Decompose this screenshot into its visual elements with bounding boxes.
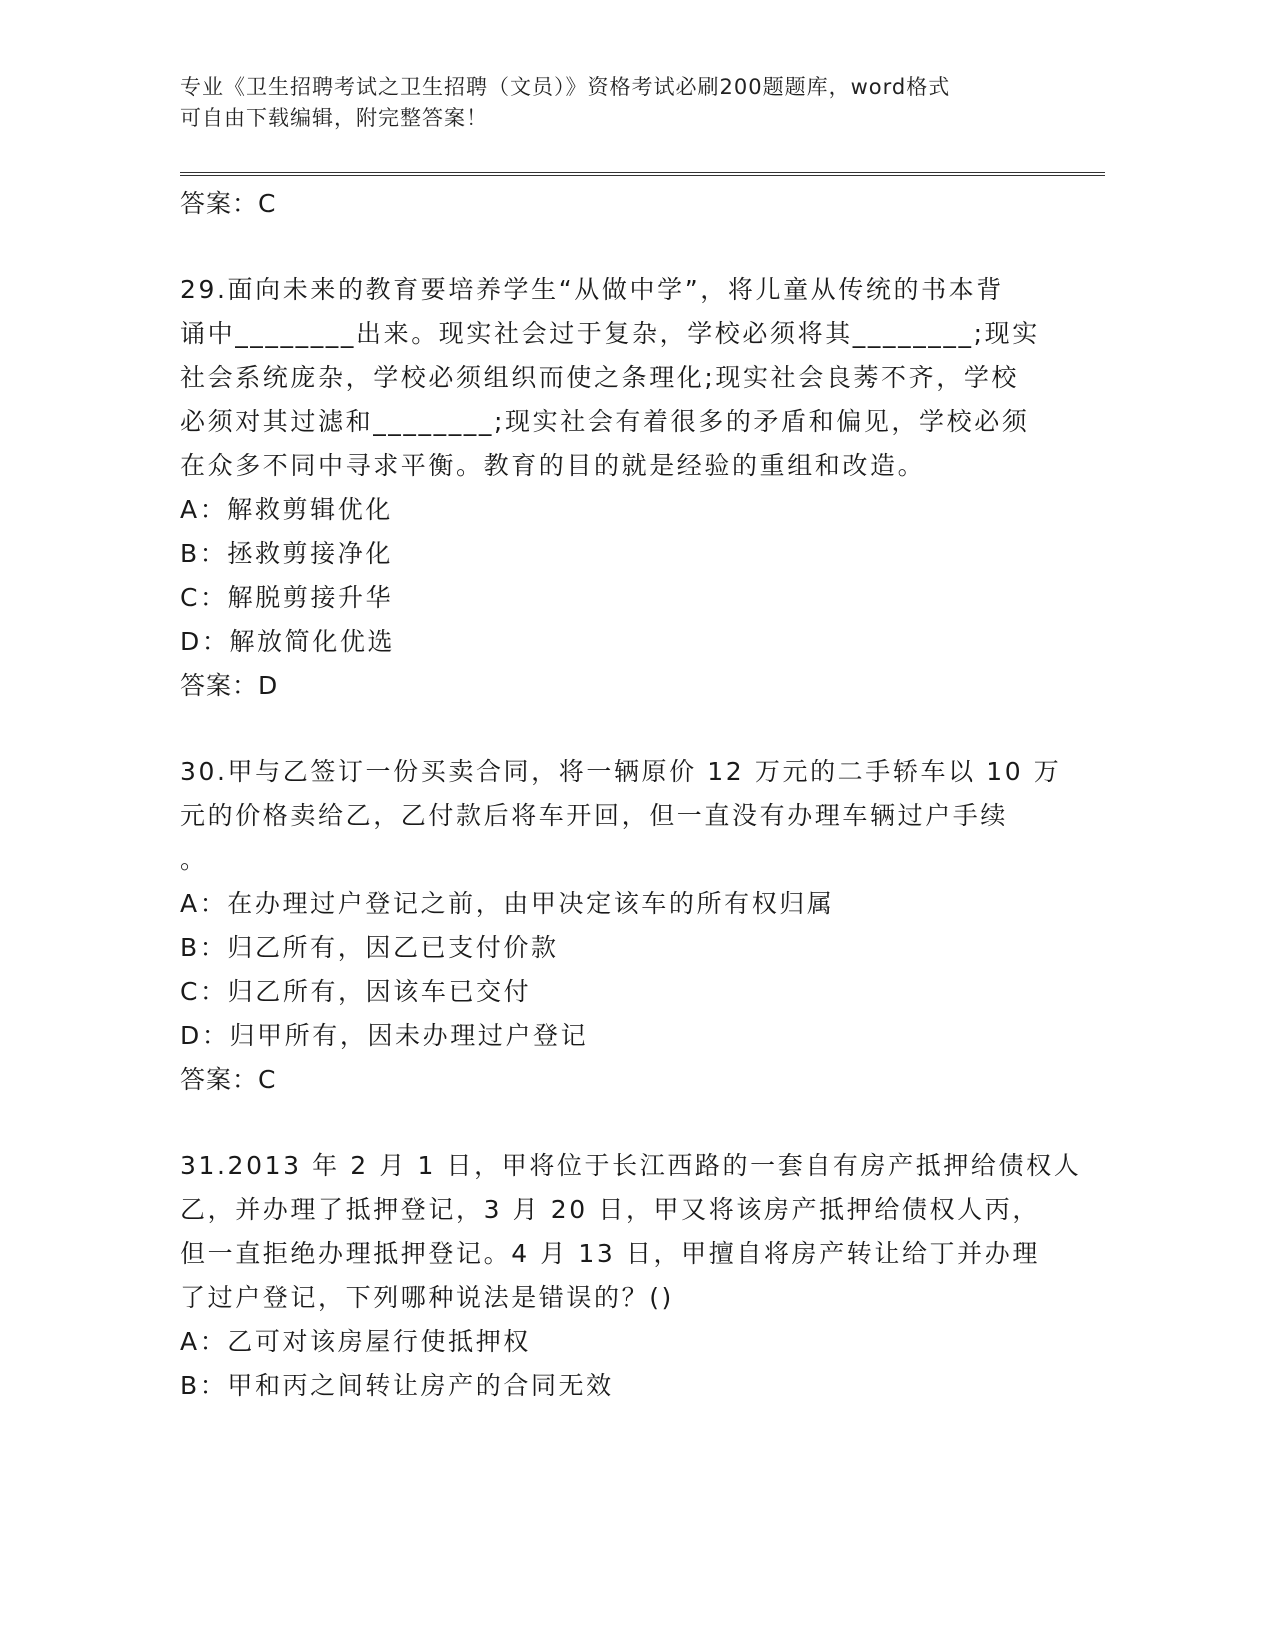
page-header (180, 72, 1040, 134)
option-b: B：归乙所有，因乙已支付价款 (180, 933, 559, 962)
option-a: A：乙可对该房屋行使抵押权 (180, 1327, 531, 1356)
question-text-line: 诵中________出来。现实社会过于复杂，学校必须将其________;现实 (180, 319, 1040, 348)
spacer (180, 708, 1080, 750)
document-body (180, 182, 1080, 1408)
question-text-line: 社会系统庞杂，学校必须组织而使之条理化;现实社会良莠不齐，学校 (180, 363, 1020, 392)
option-b: B：甲和丙之间转让房产的合同无效 (180, 1371, 614, 1400)
prev-answer: 答案：C (180, 189, 277, 218)
answer-label: 答案：C (180, 1065, 277, 1094)
question-text-line: 30.甲与乙签订一份买卖合同，将一辆原价 12 万元的二手轿车以 10 万 (180, 757, 1062, 786)
header-divider (180, 172, 1105, 173)
spacer (180, 1102, 1080, 1144)
option-d: D：解放简化优选 (180, 627, 396, 656)
header-line-2: 可自由下载编辑，附完整答案！ (180, 106, 488, 130)
question-text-line: 必须对其过滤和________;现实社会有着很多的矛盾和偏见，学校必须 (180, 407, 1030, 436)
answer-label: 答案：D (180, 671, 279, 700)
question-31 (180, 1144, 1080, 1408)
option-b: B：拯救剪接净化 (180, 539, 393, 568)
option-c: C：解脱剪接升华 (180, 583, 394, 612)
question-text-line: 在众多不同中寻求平衡。教育的目的就是经验的重组和改造。 (180, 451, 926, 480)
question-text-line: 乙，并办理了抵押登记，3 月 20 日，甲又将该房产抵押给债权人丙， (180, 1195, 1040, 1224)
option-c: C：归乙所有，因该车已交付 (180, 977, 532, 1006)
question-text-line: 。 (180, 845, 208, 874)
question-30 (180, 750, 1080, 1102)
question-29 (180, 268, 1080, 708)
question-text-line: 元的价格卖给乙，乙付款后将车开回，但一直没有办理车辆过户手续 (180, 801, 1009, 830)
option-d: D：归甲所有，因未办理过户登记 (180, 1021, 589, 1050)
option-a: A：在办理过户登记之前，由甲决定该车的所有权归属 (180, 889, 835, 918)
option-a: A：解救剪辑优化 (180, 495, 393, 524)
question-text-line: 了过户登记，下列哪种说法是错误的？() (180, 1283, 674, 1312)
spacer (180, 226, 1080, 268)
question-text-line: 但一直拒绝办理抵押登记。4 月 13 日，甲擅自将房产转让给丁并办理 (180, 1239, 1040, 1268)
question-text-line: 31.2013 年 2 月 1 日，甲将位于长江西路的一套自有房产抵押给债权人 (180, 1151, 1082, 1180)
question-text-line: 29.面向未来的教育要培养学生“从做中学”，将儿童从传统的书本背 (180, 275, 1004, 304)
header-line-1: 专业《卫生招聘考试之卫生招聘（文员）》资格考试必刷200题题库，word格式 (180, 75, 951, 99)
header-divider-second (180, 175, 1105, 176)
